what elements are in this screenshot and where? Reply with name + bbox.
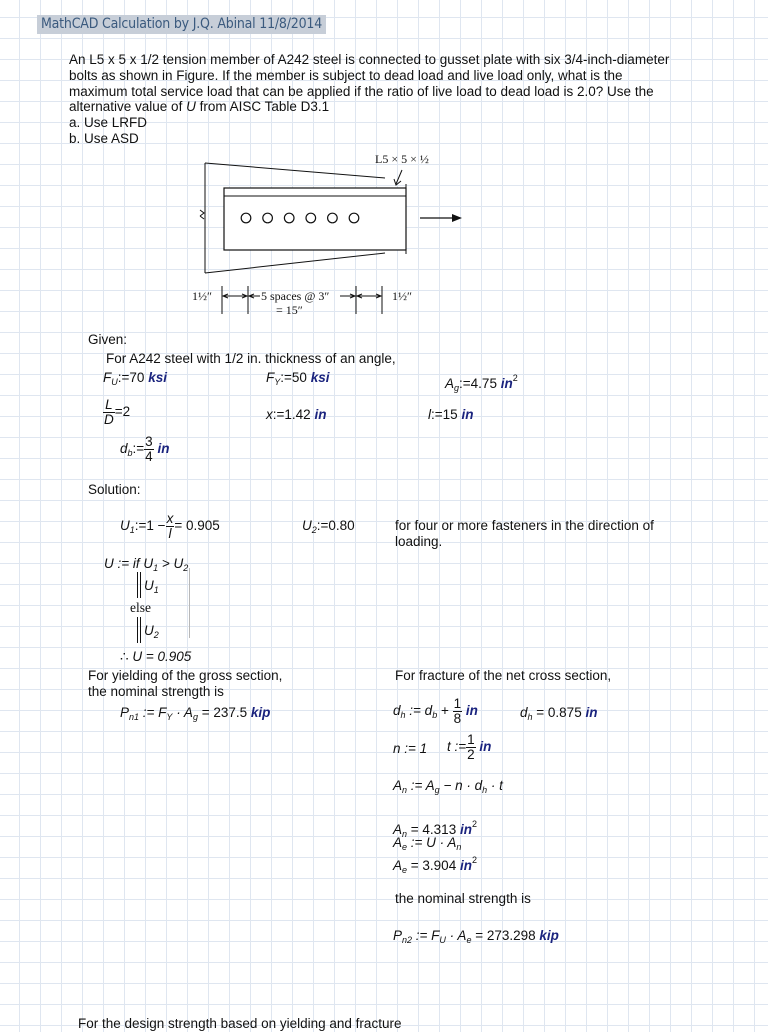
subscript: n xyxy=(456,842,462,852)
solution-heading: Solution: xyxy=(88,482,141,497)
subscript: n2 xyxy=(402,935,413,945)
note-line: loading. xyxy=(395,534,443,549)
note-line: for four or more fasteners in the direction of xyxy=(395,518,654,533)
given-heading: Given: xyxy=(88,332,128,347)
subscript: n xyxy=(402,785,408,795)
db-fraction xyxy=(144,435,154,464)
var: d xyxy=(520,705,528,720)
denominator: l xyxy=(168,526,172,541)
numerator: 1 xyxy=(467,732,475,747)
denominator: 4 xyxy=(145,449,153,464)
subscript: 2 xyxy=(311,525,317,535)
value: 15 xyxy=(442,407,458,422)
var: l xyxy=(428,407,431,422)
branch-1 xyxy=(144,577,159,599)
bolt-hole xyxy=(241,213,251,223)
dh-result xyxy=(520,704,597,726)
operator: := xyxy=(117,370,130,385)
figure-drawing xyxy=(190,148,490,320)
denominator: 8 xyxy=(453,711,462,726)
pn1-definition xyxy=(120,704,270,726)
value: 50 xyxy=(291,370,307,385)
subscript: h xyxy=(400,710,406,721)
branch-bracket xyxy=(140,572,141,598)
part-b: b. Use ASD xyxy=(69,130,139,146)
gusset-top-edge xyxy=(205,163,385,178)
subscript: U xyxy=(439,935,446,945)
unit: ksi xyxy=(310,370,330,385)
var: U xyxy=(120,518,130,534)
var: F xyxy=(266,370,275,385)
u1-fraction xyxy=(166,512,175,541)
unit: in xyxy=(500,376,513,391)
n-definition xyxy=(393,740,427,758)
var: d xyxy=(120,441,128,457)
operator: + xyxy=(437,703,453,719)
var: P xyxy=(120,705,130,720)
yielding-line: the nominal strength is xyxy=(88,684,224,699)
branch-bracket xyxy=(137,572,138,598)
subscript: U xyxy=(111,377,118,387)
expression: t := xyxy=(447,739,467,755)
bolt-hole xyxy=(328,213,338,223)
numerator: L xyxy=(103,398,115,413)
expression: := F xyxy=(412,928,440,943)
u2-definition xyxy=(302,517,355,539)
nominal-strength-text: the nominal strength is xyxy=(395,891,531,906)
problem-statement xyxy=(69,52,709,147)
subscript: e xyxy=(402,865,408,875)
u2-note xyxy=(395,518,654,550)
subscript: b xyxy=(432,710,438,721)
branch-2 xyxy=(144,622,159,644)
exponent: 2 xyxy=(512,373,518,383)
condition: > U xyxy=(158,556,184,571)
therefore-symbol: ∴ xyxy=(120,649,129,664)
branch-bracket xyxy=(140,617,141,643)
operator: = xyxy=(114,404,123,420)
subscript: 1 xyxy=(153,585,159,595)
var: A xyxy=(393,835,403,850)
var: A xyxy=(393,858,403,873)
expression: · t xyxy=(487,778,503,793)
else-label: else xyxy=(130,600,151,615)
bolt-hole xyxy=(349,213,359,223)
operator: := xyxy=(431,407,443,422)
bolt-hole xyxy=(263,213,273,223)
problem-line xyxy=(69,99,709,115)
var: d xyxy=(393,703,401,719)
unit: in xyxy=(459,822,472,837)
ag-definition xyxy=(445,369,518,397)
dh-fraction xyxy=(453,697,463,726)
subscript: 1 xyxy=(153,563,159,573)
part-a: a. Use LRFD xyxy=(69,115,148,131)
unit: in xyxy=(465,703,478,719)
operator: := xyxy=(132,441,145,457)
exponent: 2 xyxy=(471,819,477,829)
bolt-hole xyxy=(284,213,294,223)
var: U xyxy=(302,518,312,533)
subscript: 2 xyxy=(183,563,189,573)
partial-text: For the design strength based on yielding and fracture xyxy=(78,1016,402,1031)
value: 0.80 xyxy=(328,518,355,533)
unit: in xyxy=(314,407,327,422)
angle-label: L5 × 5 × ½ xyxy=(375,152,429,166)
variable-u: U xyxy=(186,99,196,115)
unit: kip xyxy=(250,705,271,720)
subscript: n xyxy=(402,829,408,839)
expression: := A xyxy=(407,778,435,793)
unit: in xyxy=(459,858,472,873)
subscript: g xyxy=(192,712,198,722)
unit: kip xyxy=(539,928,559,943)
label-leader xyxy=(396,170,402,184)
t-fraction xyxy=(466,733,476,762)
operator: := xyxy=(272,407,285,422)
var: A xyxy=(393,822,403,837)
t-definition xyxy=(447,733,491,762)
denominator: D xyxy=(104,412,114,427)
denominator: 2 xyxy=(467,747,475,762)
fy-definition xyxy=(266,369,329,391)
expression: 1 − xyxy=(146,518,166,534)
fu-definition xyxy=(103,369,167,391)
var: P xyxy=(393,928,403,943)
connection-figure xyxy=(190,148,490,320)
unit: ksi xyxy=(148,370,167,385)
var: x xyxy=(266,407,273,422)
yielding-text xyxy=(88,668,282,700)
expression: := F xyxy=(139,705,167,720)
subscript: n1 xyxy=(129,712,140,722)
if-statement xyxy=(104,555,188,577)
subscript: 1 xyxy=(129,525,135,536)
spacing-dimension: 5 spaces @ 3″ xyxy=(261,289,330,303)
problem-line: An L5 x 5 x 1/2 tension member of A242 steel is connected to gusset plate with six 3/4-inch-diameter xyxy=(69,52,670,67)
if-head: U := if U xyxy=(104,556,154,571)
expression: · A xyxy=(445,928,467,943)
problem-line: bolts as shown in Figure. If the member is subject to dead load and live load only, what is the xyxy=(69,67,623,83)
operator: := xyxy=(459,376,471,391)
l-definition xyxy=(428,406,473,424)
unit: in xyxy=(461,407,474,422)
ratio-fraction xyxy=(103,398,115,427)
gusset-bottom-edge xyxy=(205,253,385,273)
problem-line: maximum total service load that can be applied if the ratio of live load to dead load is 2.0? Use the xyxy=(69,83,654,99)
numerator: x xyxy=(166,511,174,526)
subscript: b xyxy=(127,448,133,459)
subscript: 2 xyxy=(153,630,159,640)
yielding-line: For yielding of the gross section, xyxy=(88,668,283,683)
result: = 0.875 xyxy=(532,705,586,720)
value: 1.42 xyxy=(284,407,311,422)
numerator: 1 xyxy=(453,696,462,711)
problem-text: alternative value of xyxy=(69,99,187,115)
var: U xyxy=(144,623,154,638)
var: A xyxy=(393,778,403,793)
break-mark xyxy=(200,210,204,219)
numerator: 3 xyxy=(145,434,153,449)
pn2-definition xyxy=(393,927,559,949)
cutoff-text-line xyxy=(78,1016,402,1031)
subscript: g xyxy=(434,785,440,795)
expression: := U · A xyxy=(407,835,457,850)
fracture-heading: For fracture of the net cross section, xyxy=(395,668,612,683)
spacing-total: = 15″ xyxy=(276,303,303,317)
x-definition xyxy=(266,406,326,424)
operator: := xyxy=(134,518,147,534)
arrow-head xyxy=(452,214,462,222)
u1-definition xyxy=(120,512,220,541)
branch-bracket xyxy=(137,617,138,643)
result: = 273.298 xyxy=(471,928,540,943)
result: = 0.905 xyxy=(174,518,220,534)
given-description: For A242 steel with 1/2 in. thickness of an angle, xyxy=(106,351,396,366)
result: = 4.313 xyxy=(407,822,460,837)
subscript: g xyxy=(454,383,460,393)
value: 4.75 xyxy=(470,376,497,391)
unit: in xyxy=(585,705,598,720)
db-definition xyxy=(120,435,169,464)
operator: := xyxy=(316,518,329,533)
subscript: h xyxy=(482,785,488,795)
value: 70 xyxy=(129,370,145,385)
unit: in xyxy=(479,739,492,755)
subscript: h xyxy=(527,712,533,722)
expression: − n · d xyxy=(439,778,483,793)
if-block-border xyxy=(189,568,190,638)
an-definition xyxy=(393,777,503,799)
value: 2 xyxy=(122,404,131,420)
result: U = 0.905 xyxy=(132,649,192,664)
operator: := xyxy=(280,370,292,385)
var: A xyxy=(445,376,455,391)
ae-result xyxy=(393,851,477,879)
subscript: e xyxy=(402,842,408,852)
right-dimension: 1½″ xyxy=(392,289,412,303)
result: = 237.5 xyxy=(197,705,251,720)
subscript: e xyxy=(466,935,472,945)
problem-text: from AISC Table D3.1 xyxy=(195,99,330,115)
expression: n := 1 xyxy=(393,741,428,756)
left-dimension: 1½″ xyxy=(192,289,212,303)
subscript: Y xyxy=(166,712,173,722)
var: F xyxy=(103,370,112,385)
load-ratio xyxy=(103,398,130,427)
document-header: MathCAD Calculation by J.Q. Abinal 11/8/2014 xyxy=(37,15,326,34)
bolt-hole xyxy=(306,213,316,223)
unit: in xyxy=(157,441,170,457)
var: U xyxy=(144,578,154,593)
dh-definition xyxy=(393,697,478,726)
u-result xyxy=(120,648,191,666)
result: = 3.904 xyxy=(407,858,460,873)
exponent: 2 xyxy=(471,855,477,865)
subscript: Y xyxy=(274,377,281,387)
expression: · A xyxy=(172,705,193,720)
expression: := d xyxy=(405,703,433,719)
